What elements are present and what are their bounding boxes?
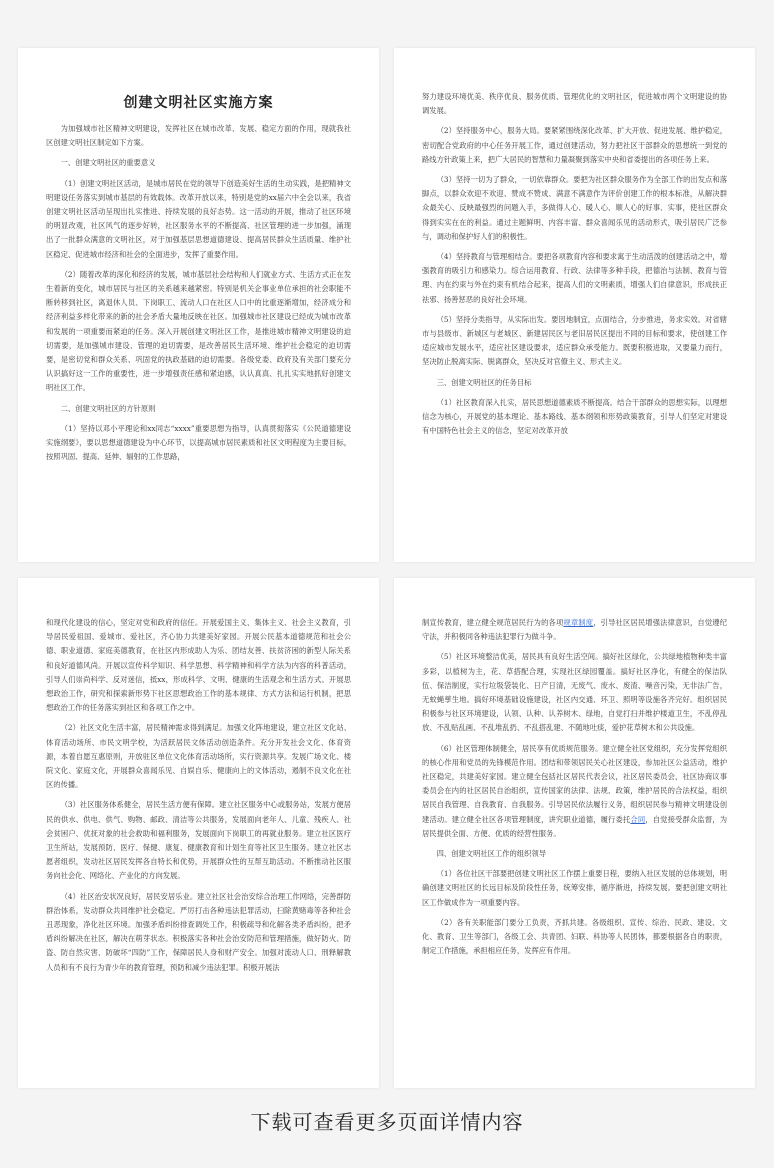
document-page-2 — [394, 48, 755, 562]
paragraph: （3）社区服务体系健全，居民生活方便有保障。建立社区服务中心或服务站，发展方便居民的供水、供电、供气、购物、邮政、清洁等公共服务，发展面向老年人、儿童、残疾人、社会贫困户、优抚对象的社会救助和福利服务，发展面向下岗职工的再就业服务。建立社区医疗卫生所站，发展预防、医疗、保健、康复、健康教育和计划生育等社区卫生服务。建立社区志愿者组织，发动社区居民发挥各自特长和优势，开展群众性的互帮互助活动。不断推动社区服务向社会化、网络化、产业化的方向发展。 — [46, 800, 351, 881]
paragraph: （2）随着改革的深化和经济的发展，城市基层社会结构和人们就业方式、生活方式正在发生着新的变化，城市居民与社区的关系越来越紧密。特别是机关企事业单位承担的社会职能不断转移到社区，离退休人员、下岗职工、流动人口在社区人口中的比重逐渐增加，经济成分和经济利益多样化带来的新的社会矛盾大量地反映在社区。加强城市社区建设已经成为城市改革和发展的一项重要而紧迫的任务。深入开展创建文明社区工作，是推进城市精神文明建设的迫切需要，是加强城市建设、管理的迫切需要，是改善居民生活环境、维护社会稳定的迫切需要，是密切党和群众关系、巩固党的执政基础的迫切需要。各级党委、政府及有关部门要充分认识搞好这一工作的重要性，进一步增强责任感和紧迫感，认认真真、扎扎实实地抓好创建文明社区工作。 — [46, 269, 351, 393]
paragraph: （4）坚持教育与管理相结合。要把各项教育内容和要求寓于生动活泼的创建活动之中，增强教育的吸引力和感染力。综合运用教育、行政、法律等多种手段，把德治与法制、教育与管理、内在约束与外在约束有机结合起来，提高人们的文明素质，增强人们自律意识，形成扶正祛邪、扬善惩恶的良好社会环境。 — [422, 252, 727, 304]
paragraph — [422, 616, 727, 644]
document-page-4 — [394, 578, 755, 1088]
regulations-link[interactable]: 规章制度 — [563, 618, 594, 627]
section-heading: 三、创建文明社区的任务目标 — [436, 377, 532, 387]
paragraph-text: 制宣传教育，建立健全规范居民行为的各项 — [422, 618, 564, 627]
paragraph: （3）坚持一切为了群众，一切依靠群众。要把为社区群众服务作为全部工作的出发点和落脚点，以群众欢迎不欢迎、赞成不赞成、满意不满意作为评价创建工作的根本标准，从解决群众最关心、反映最强烈的问题入手，多做得人心、暖人心、顺人心的好事、实事，使社区群众得到实实在在的利益。通过主题鲜明、内容丰富、群众喜闻乐见的活动形式，吸引居民广泛参与，调动和保护好人们的积极性。 — [422, 175, 727, 241]
paragraph: （2）坚持服务中心，服务大局。要紧紧围绕深化改革、扩大开放、促进发展、维护稳定，密切配合党政府的中心任务开展工作，通过创建活动，努力把社区干部群众的思想统一到党的路线方针政策上来，把广大居民的智慧和力量凝聚到落实中央和省委提出的各项任务上来。 — [422, 126, 727, 164]
paragraph-text: （6）社区管理体制健全，居民享有优质规范服务。建立健全社区党组织，充分发挥党组织的核心作用和党员的先锋模范作用。团结和带领居民关心社区建设，参加社区公益活动，维护社区稳定，共建美好家园。建立健全包括社区居民代表会议，社区居民委员会，社区协商议事委员会在内的社区居民自治组织，宣传国家的法律、法规、政策，维护居民的合法权益，组织居民自我管理、自我教育、自我服务。引导居民依法履行义务，组织居民参与精神文明建设创建活动。建立健全社区各项管理制度，讲究职业道德，履行委托 — [422, 743, 727, 824]
document-page-1 — [18, 48, 379, 562]
paragraph: （1）社区教育深入扎实，居民思想道德素质不断提高。结合干部群众的思想实际，以理想信念为核心，开展党的基本理论、基本路线、基本纲领和形势政策教育，引导人们坚定对建设有中国特色社会主义的信念，坚定对改革开放 — [422, 397, 727, 436]
paragraph: （1）各位社区干部要把创建文明社区工作摆上重要日程，要纳入社区发展的总体规划，明确创建文明社区的长远目标及阶段性任务，统筹安排，循序渐进，持续发展。要把创建文明社区工作做成作为一项重要内容。 — [422, 869, 727, 907]
paragraph: 努力建设环境优美、秩序优良、服务优质、管理优化的文明社区，促进城市两个文明建设的协调发展。 — [422, 92, 727, 116]
paragraph — [422, 742, 727, 841]
paragraph: （2）社区文化生活丰富，居民精神需求得到满足。加强文化阵地建设，建立社区文化站、体育活动场所、市民文明学校，为活跃居民文体活动创造条件。充分开发社会文化、体育资源，本着自愿互惠原则，开放驻区单位文化体育活动场所，实行资源共享。发展广场文化、楼院文化、家庭文化，开展群众喜闻乐见、自娱自乐、健康向上的文体活动，遏制不良文化在社区的传播。 — [46, 723, 351, 790]
paragraph: （1）创建文明社区活动，是城市居民在党的领导下创造美好生活的生动实践，是把精神文明建设任务落实到城市基层的有效载体。改革开放以来，特别是党的xx届六中全会以来，我省创建文明社区活动呈现出扎实推进、持续发展的良好态势。这一活动的开展，推动了社区环境的明显改观，社区风气的逐步好转，社区服务水平的不断提高、社区管理的进一步加强，涌现出了一批群众满意的文明社区，对于加强基层思想道德建设、提高居民群众生活质量、维护社区稳定、促进城市经济和社会的全面进步，发挥了重要作用。 — [46, 178, 351, 259]
paragraph: （4）社区治安状况良好，居民安居乐业。建立社区社会治安综合治理工作网络，完善群防群治体系，发动群众共同维护社会稳定。严厉打击各种违法犯罪活动，扫除黄赌毒等各种社会丑恶现象，净化社区环境。加强矛盾纠纷排查调处工作，积极疏导和化解各类矛盾纠纷，把矛盾纠纷解决在社区，解决在萌芽状态。积极落实各种社会治安防范和管理措施，做好防火、防盗、防自然灾害、防破坏“四防”工作，保障居民人身和财产安全。加强对流动人口、刑释解教人员和有不良行为青少年的教育管理，预防和减少违法犯罪。积极开展法 — [46, 891, 351, 972]
document-page-3 — [18, 578, 379, 1088]
paragraph: （2）各有关职能部门要分工负责，齐抓共建。各级组织、宣传、综治、民政、建设、文化、教育、卫生等部门，各级工会、共青团、妇联、科协等人民团体，都要根据各自的职责，制定工作措施，承担相应任务，发挥应有作用。 — [422, 917, 727, 956]
contract-link[interactable]: 合同 — [630, 814, 646, 824]
paragraph: 和现代化建设的信心，坚定对党和政府的信任。开展爱国主义、集体主义、社会主义教育，引导居民爱祖国、爱城市、爱社区，齐心协力共建美好家园。开展公民基本道德规范和社会公德、职业道德、家庭美德教育，在社区内形成助人为乐、团结友善、扶贫济困的新型人际关系和良好道德风尚。开展以宣传科学知识、科学思想、科学精神和科学方法为内容的科普活动，引导人们崇尚科学、反对迷信，抵xx，形成科学、文明、健康的生活观念和生活方式。开展思想政治工作，研究和探索新形势下社区思想政治工作的基本规律、方式方法和运行机制，把思想政治工作的任务落实到社区和各项工作之中。 — [46, 618, 351, 713]
section-heading: 四、创建文明社区工作的组织领导 — [436, 849, 547, 859]
section-heading: 一、创建文明社区的重要意义 — [60, 158, 156, 168]
paragraph: （1）坚持以邓小平理论和xx同志“xxxx”重要思想为指导，认真贯彻落实《公民道德建设实施纲要》，要以思想道德建设为中心环节，以提高城市居民素质和社区文明程度为主要目标，按照巩固、提高、延伸、辐射的工作思路， — [46, 423, 351, 462]
paragraph: 为加强城市社区精神文明建设，发挥社区在城市改革、发展、稳定方面的作用，现就我社区创建文明社区制定如下方案。 — [46, 124, 351, 148]
paragraph: （5）坚持分类指导，从实际出发。要因地制宜，点面结合，分步推进，务求实效。对省辖市与县级市、新城区与老城区、新建居民区与老旧居民区提出不同的目标和要求，使创建工作适应城市发展水平，适应社区建设要求，适应群众承受能力。既要积极进取，又要量力而行，坚决防止脱离实际、脱离群众，坚决反对官僚主义、形式主义。 — [422, 314, 727, 367]
paragraph-text: ，引导社区居民增强法律意识，自觉遵纪守法，并积极同各种违法犯罪行为做斗争。 — [422, 618, 728, 642]
paragraph: （5）社区环境整洁优美，居民具有良好生活空间。搞好社区绿化，公共绿地植物种类丰富多彩，以植树为主，花、草搭配合理，实现社区绿园覆盖。搞好社区净化，有健全的保洁队伍、保洁制度，实行垃圾袋装化、日产日清，无废气、废水、废渣、噪音污染，无非法广告，无蚊蝇孳生地。搞好环境基础设施建设，社区内交通、环卫、照明等设施各齐完好。组织居民积极参与社区环境建设，认领、认种、认养树木、绿地，自觉打扫并维护楼道卫生，不乱停乱放、不乱贴乱画、不乱堆乱扔、不乱搭乱建、不随地吐痰，爱护花草树木和公共设施。 — [422, 652, 727, 733]
download-more-prompt[interactable]: 下载可查看更多页面详情内容 — [250, 1110, 524, 1134]
document-title: 创建文明社区实施方案 — [123, 95, 274, 111]
section-heading: 二、创建文明社区的方针原则 — [60, 403, 156, 413]
paragraph-text: ，自觉接受群众监督，为居民提供全面、方便、优质的经营性服务。 — [422, 814, 728, 838]
